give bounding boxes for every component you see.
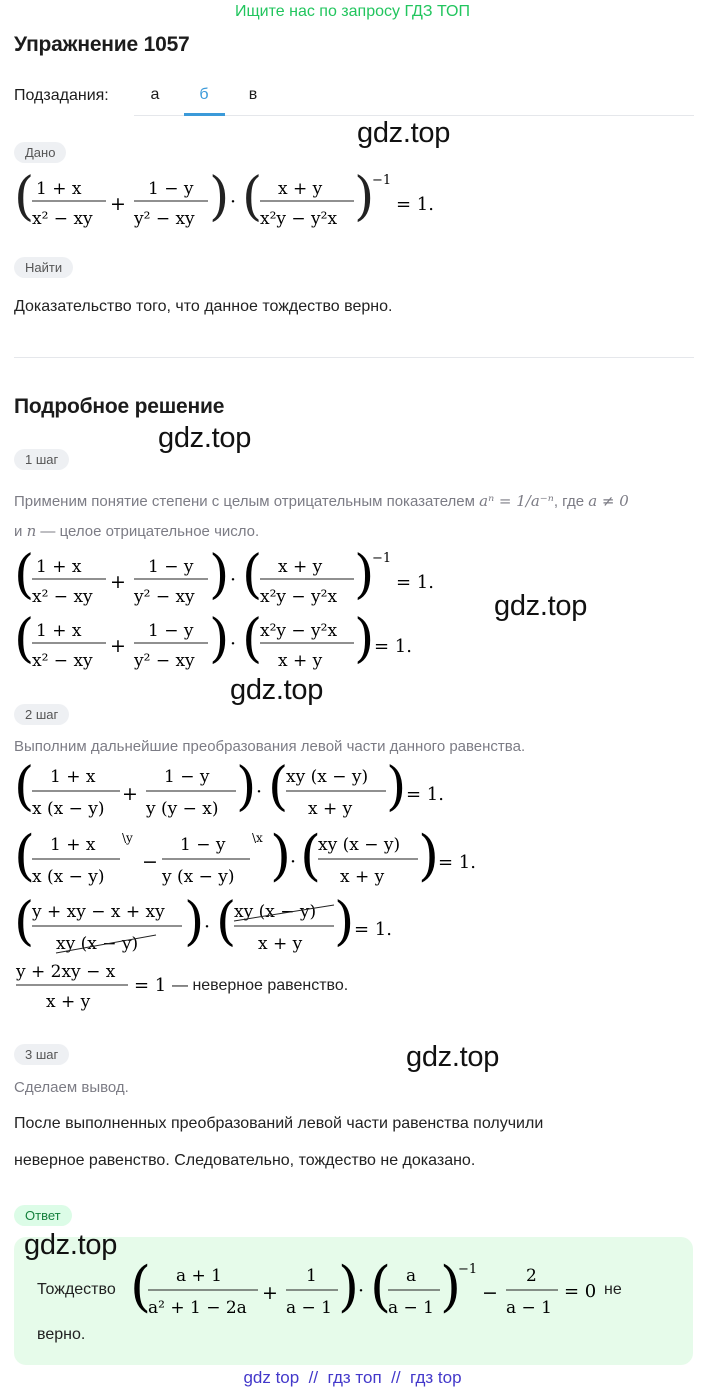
svg-text:−: − (142, 851, 158, 873)
svg-text:(: ( (14, 893, 35, 952)
svg-text:1 − y: 1 − y (148, 557, 194, 577)
svg-text:1 + x: 1 + x (36, 621, 82, 641)
svg-text:\y: \y (122, 831, 133, 845)
svg-text:= 1.: = 1. (396, 194, 434, 215)
answer-chip: Ответ (14, 1205, 72, 1226)
search-hint-banner: Ищите нас по запросу ГДЗ ТОП (235, 3, 470, 20)
svg-text:y (x − y): y (x − y) (162, 867, 235, 887)
step1-text-line1: Применим понятие степени с целым отрицательным показателем aⁿ = 1/a⁻ⁿ, где a ≠ 0 (14, 492, 629, 510)
svg-text:−1: −1 (458, 1262, 478, 1277)
page-title: Упражнение 1057 (14, 33, 190, 56)
answer-line2: верно. (37, 1326, 86, 1343)
answer-suffix: не (604, 1281, 622, 1298)
step2-formula-3 (14, 893, 434, 964)
svg-text:): ) (386, 758, 407, 817)
svg-text:x (x − y): x (x − y) (32, 867, 105, 887)
svg-text:(: ( (14, 758, 35, 817)
tab-v[interactable]: в (248, 86, 258, 103)
svg-text:a − 1: a − 1 (286, 1298, 333, 1318)
find-chip: Найти (14, 257, 73, 278)
section-divider (14, 357, 694, 358)
svg-text:): ) (209, 168, 230, 227)
svg-text:1 − y: 1 − y (148, 621, 194, 641)
svg-text:): ) (209, 546, 230, 605)
svg-text:xy (x − y): xy (x − y) (56, 934, 139, 954)
watermark: gdz.top (494, 590, 588, 622)
step1-formula-1 (14, 546, 454, 617)
svg-text:+: + (262, 1282, 278, 1304)
footer-links[interactable]: gdz top // гдз топ // гдз top (243, 1368, 462, 1387)
svg-text:(: ( (14, 546, 35, 605)
step1-text-line2: и n — целое отрицательное число. (14, 522, 260, 540)
svg-text:x + y: x + y (278, 651, 323, 671)
answer-prefix: Тождество (37, 1281, 116, 1298)
given-chip: Дано (14, 142, 66, 163)
svg-text:·: · (290, 851, 297, 873)
svg-text:1 − y: 1 − y (148, 179, 194, 199)
svg-text:): ) (334, 893, 355, 952)
tab-a[interactable]: а (150, 86, 160, 103)
svg-text:x + y: x + y (278, 179, 323, 199)
svg-text:a − 1: a − 1 (388, 1298, 435, 1318)
svg-text:= 1.: = 1. (354, 919, 392, 940)
svg-text:= 1: = 1 (134, 975, 167, 996)
watermark: gdz.top (158, 422, 252, 454)
svg-text:= 1.: = 1. (438, 852, 476, 873)
svg-text:(: ( (242, 610, 263, 669)
svg-text:·: · (230, 191, 237, 213)
svg-text:·: · (256, 781, 263, 803)
svg-text:(: ( (242, 546, 263, 605)
svg-text:y + xy − x + xy: y + xy − x + xy (32, 902, 165, 922)
answer-formula (130, 1257, 610, 1330)
svg-text:a² + 1 − 2a: a² + 1 − 2a (148, 1298, 247, 1318)
svg-text:(: ( (268, 758, 289, 817)
svg-text:y² − xy: y² − xy (134, 651, 195, 671)
svg-text:x + y: x + y (278, 557, 323, 577)
given-formula (14, 168, 454, 243)
svg-text:): ) (209, 610, 230, 669)
step2-formula-2 (14, 826, 484, 899)
svg-text:(: ( (370, 1257, 392, 1318)
svg-text:·: · (358, 1280, 365, 1302)
svg-text:y + 2xy − x: y + 2xy − x (16, 962, 116, 982)
svg-text:y² − xy: y² − xy (134, 587, 195, 607)
step1-chip: 1 шаг (14, 449, 69, 470)
svg-text:x + y: x + y (46, 992, 91, 1012)
solution-title: Подробное решение (14, 395, 225, 418)
conclusion-line2: неверное равенство. Следовательно, тождество не доказано. (14, 1152, 476, 1169)
svg-text:1 + x: 1 + x (50, 835, 96, 855)
svg-text:): ) (270, 826, 292, 887)
svg-text:−1: −1 (372, 173, 392, 188)
svg-text:(: ( (242, 168, 263, 227)
svg-text:1 − y: 1 − y (180, 835, 226, 855)
svg-text:\x: \x (252, 831, 263, 845)
watermark: gdz.top (357, 117, 451, 149)
watermark: gdz.top (230, 674, 324, 706)
svg-text:x²y − y²x: x²y − y²x (260, 621, 338, 641)
svg-text:): ) (354, 546, 375, 605)
tab-b[interactable]: б (199, 86, 209, 103)
svg-text:·: · (204, 916, 211, 938)
step2-chip: 2 шаг (14, 704, 69, 725)
svg-text:1 + x: 1 + x (36, 557, 82, 577)
svg-text:= 0: = 0 (564, 1281, 597, 1302)
svg-text:(: ( (300, 826, 322, 887)
active-tab-indicator (184, 113, 225, 116)
svg-text:x + y: x + y (258, 934, 303, 954)
svg-text:a + 1: a + 1 (176, 1266, 223, 1286)
svg-text:·: · (230, 633, 237, 655)
svg-text:a − 1: a − 1 (506, 1298, 553, 1318)
svg-text:): ) (184, 893, 205, 952)
svg-text:·: · (230, 569, 237, 591)
svg-text:xy (x − y): xy (x − y) (318, 835, 401, 855)
svg-text:x + y: x + y (308, 799, 353, 819)
step2-final-note: — неверное равенство. (172, 977, 349, 994)
svg-text:xy (x − y): xy (x − y) (286, 767, 369, 787)
watermark: gdz.top (24, 1229, 118, 1261)
svg-text:1 − y: 1 − y (164, 767, 210, 787)
svg-text:(: ( (14, 826, 36, 887)
svg-text:): ) (354, 610, 375, 669)
svg-text:x²y − y²x: x²y − y²x (260, 587, 338, 607)
svg-text:−1: −1 (372, 551, 392, 566)
svg-text:y² − xy: y² − xy (134, 209, 195, 229)
svg-text:): ) (440, 1257, 462, 1318)
subtasks-label: Подзадания: (14, 87, 109, 104)
svg-text:1 + x: 1 + x (50, 767, 96, 787)
svg-text:): ) (354, 168, 375, 227)
svg-text:xy (x − y): xy (x − y) (234, 902, 317, 922)
svg-text:+: + (110, 193, 126, 215)
svg-text:+: + (122, 783, 138, 805)
svg-text:y (y − x): y (y − x) (146, 799, 219, 819)
svg-text:x (x − y): x (x − y) (32, 799, 105, 819)
svg-text:= 1.: = 1. (374, 636, 412, 657)
step3-text: Сделаем вывод. (14, 1079, 129, 1096)
conclusion-line1: После выполненных преобразований левой части равенства получили (14, 1115, 544, 1132)
svg-text:(: ( (14, 610, 35, 669)
svg-text:x² − xy: x² − xy (32, 209, 93, 229)
svg-text:): ) (236, 758, 257, 817)
step3-chip: 3 шаг (14, 1044, 69, 1065)
svg-text:1 + x: 1 + x (36, 179, 82, 199)
svg-text:+: + (110, 635, 126, 657)
svg-text:2: 2 (526, 1266, 537, 1286)
svg-text:x² − xy: x² − xy (32, 651, 93, 671)
svg-text:= 1.: = 1. (396, 572, 434, 593)
svg-text:(: ( (216, 893, 237, 952)
svg-text:x² − xy: x² − xy (32, 587, 93, 607)
svg-text:): ) (418, 826, 440, 887)
svg-text:x + y: x + y (340, 867, 385, 887)
step2-text: Выполним дальнейшие преобразования левой части данного равенства. (14, 738, 526, 755)
step1-formula-2 (14, 610, 454, 681)
svg-text:x²y − y²x: x²y − y²x (260, 209, 338, 229)
svg-text:a: a (406, 1266, 417, 1286)
svg-text:): ) (338, 1257, 360, 1318)
step2-formula-1 (14, 758, 474, 829)
svg-text:= 1.: = 1. (406, 784, 444, 805)
svg-text:1: 1 (306, 1266, 317, 1286)
watermark: gdz.top (406, 1041, 500, 1073)
svg-text:(: ( (130, 1257, 152, 1318)
find-text: Доказательство того, что данное тождество верно. (14, 298, 393, 315)
svg-text:(: ( (14, 168, 35, 227)
svg-text:+: + (110, 571, 126, 593)
svg-text:−: − (482, 1282, 498, 1304)
